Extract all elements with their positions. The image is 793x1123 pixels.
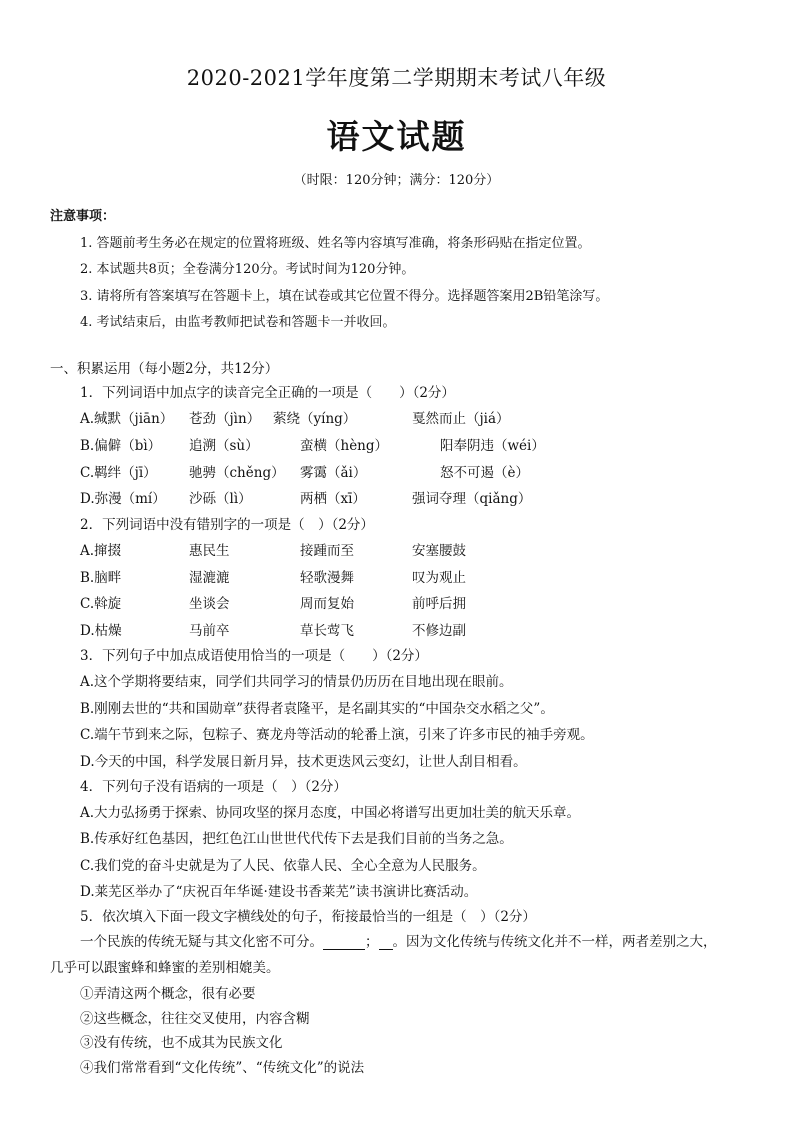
sentence-item: ③没有传统，也不成其为民族文化: [80, 1035, 283, 1051]
option-cell: B.偏僻（bì）: [80, 438, 162, 454]
notice-item: 1. 答题前考生务必在规定的位置将班级、姓名等内容填写准确，将条形码贴在指定位置。: [80, 236, 591, 251]
sentence-item: ②这些概念，往往交叉使用，内容含糊: [80, 1011, 310, 1027]
option-line: C.端午节到来之际，包粽子、赛龙舟等活动的轮番上演，引来了许多市民的袖手旁观。: [80, 727, 594, 743]
option-cell: 不修边副: [412, 623, 466, 639]
option-cell: 雾霭（ǎi）: [300, 465, 367, 481]
exam-title: 2020-2021学年度第二学期期末考试八年级: [186, 66, 607, 90]
option-line: A.这个学期将要结束，同学们共同学习的情景仍历历在目地出现在眼前。: [80, 674, 513, 690]
option-cell: A.缄默（jiān）: [80, 411, 174, 427]
option-cell: A.撺掇: [80, 543, 122, 559]
option-cell: 叹为观止: [412, 570, 466, 586]
option-cell: 马前卒: [189, 623, 230, 639]
option-line: B.传承好红色基因，把红色江山世世代代传下去是我们目前的当务之急。: [80, 831, 513, 847]
option-cell: 坐谈会: [189, 596, 230, 612]
option-cell: 惠民生: [189, 543, 230, 559]
option-cell: 湿漉漉: [189, 570, 230, 586]
passage-text: 一个民族的传统无疑与其文化密不可分。: [80, 934, 323, 950]
option-cell: B.脑畔: [80, 570, 122, 586]
option-cell: 两栖（xī）: [300, 491, 366, 507]
question-stem: 2．下列词语中没有错别字的一项是（ ）（2分）: [80, 517, 374, 533]
section-heading: 一、积累运用（每小题2分，共12分）: [50, 361, 279, 377]
option-cell: 轻歌漫舞: [300, 570, 354, 586]
sentence-item: ④我们常常看到“文化传统”、“传统文化”的说法: [80, 1060, 365, 1076]
option-cell: 沙砾（lì）: [189, 491, 252, 507]
option-cell: 追溯（sù）: [189, 438, 259, 454]
option-cell: 安塞腰鼓: [412, 543, 466, 559]
option-cell: 前呼后拥: [412, 596, 466, 612]
question-stem: 1．下列词语中加点字的读音完全正确的一项是（ ）（2分）: [80, 385, 455, 401]
notice-item: 2. 本试题共8页；全卷满分120分。考试时间为120分钟。: [80, 262, 415, 277]
passage-line-2: 几乎可以跟蜜蜂和蜂蜜的差别相媲美。: [50, 960, 280, 976]
option-line: B.刚刚去世的“共和国勋章”获得者袁隆平，是名副其实的“中国杂交水稻之父”。: [80, 701, 554, 717]
notice-item: 4. 考试结束后，由监考教师把试卷和答题卡一并收回。: [80, 315, 396, 330]
option-cell: 接踵而至: [300, 543, 354, 559]
notice-item: 3. 请将所有答案填写在答题卡上，填在试卷或其它位置不得分。选择题答案用2B铅笔涂写。: [80, 289, 609, 304]
notice-heading: 注意事项：: [50, 209, 116, 224]
option-cell: 戛然而止（jiá）: [412, 411, 510, 427]
option-cell: C.斡旋: [80, 596, 122, 612]
sentence-item: ①弄清这两个概念，很有必要: [80, 986, 256, 1002]
option-cell: 蛮横（hèng）: [300, 438, 389, 454]
option-cell: 怒不可遏（è）: [440, 465, 529, 481]
question-stem: 5．依次填入下面一段文字横线处的句子，衔接最恰当的一组是（ ）（2分）: [80, 909, 536, 925]
option-line: A.大力弘扬勇于探索、协同攻坚的探月态度，中国必将谱写出更加壮美的航天乐章。: [80, 805, 581, 821]
subject-title: 语文试题: [326, 117, 467, 156]
option-cell: D.枯燥: [80, 623, 122, 639]
option-line: D.莱芜区举办了“庆祝百年华诞·建设书香莱芜”读书演讲比赛活动。: [80, 884, 478, 900]
passage-text: 。因为文化传统与传统文化并不一样，两者差别之大，: [392, 934, 717, 950]
option-cell: 驰骋（chěng）: [189, 465, 285, 481]
option-cell: D.弥漫（mí）: [80, 491, 166, 507]
option-cell: 草长莺飞: [300, 623, 354, 639]
option-cell: 萦绕（yíng）: [273, 411, 357, 427]
time-info: （时限：120分钟；满分：120分）: [293, 173, 500, 188]
passage-separator: ；: [365, 934, 379, 950]
answer-blank: [323, 935, 365, 950]
option-cell: 周而复始: [300, 596, 354, 612]
option-line: D.今天的中国，科学发展日新月异，技术更迭风云变幻，让世人刮目相看。: [80, 754, 527, 770]
option-cell: 阳奉阴违（wéi）: [440, 438, 545, 454]
option-cell: 苍劲（jìn）: [189, 411, 261, 427]
question-stem: 4．下列句子没有语病的一项是（ ）（2分）: [80, 779, 347, 795]
option-cell: 强词夺理（qiǎng）: [412, 491, 532, 507]
option-cell: C.羁绊（jī）: [80, 465, 157, 481]
question-stem: 3．下列句子中加点成语使用恰当的一项是（ ）（2分）: [80, 648, 428, 664]
passage-line-1: [80, 930, 717, 950]
option-line: C.我们党的奋斗史就是为了人民、依靠人民、全心全意为人民服务。: [80, 858, 486, 874]
answer-blank: [379, 935, 393, 950]
